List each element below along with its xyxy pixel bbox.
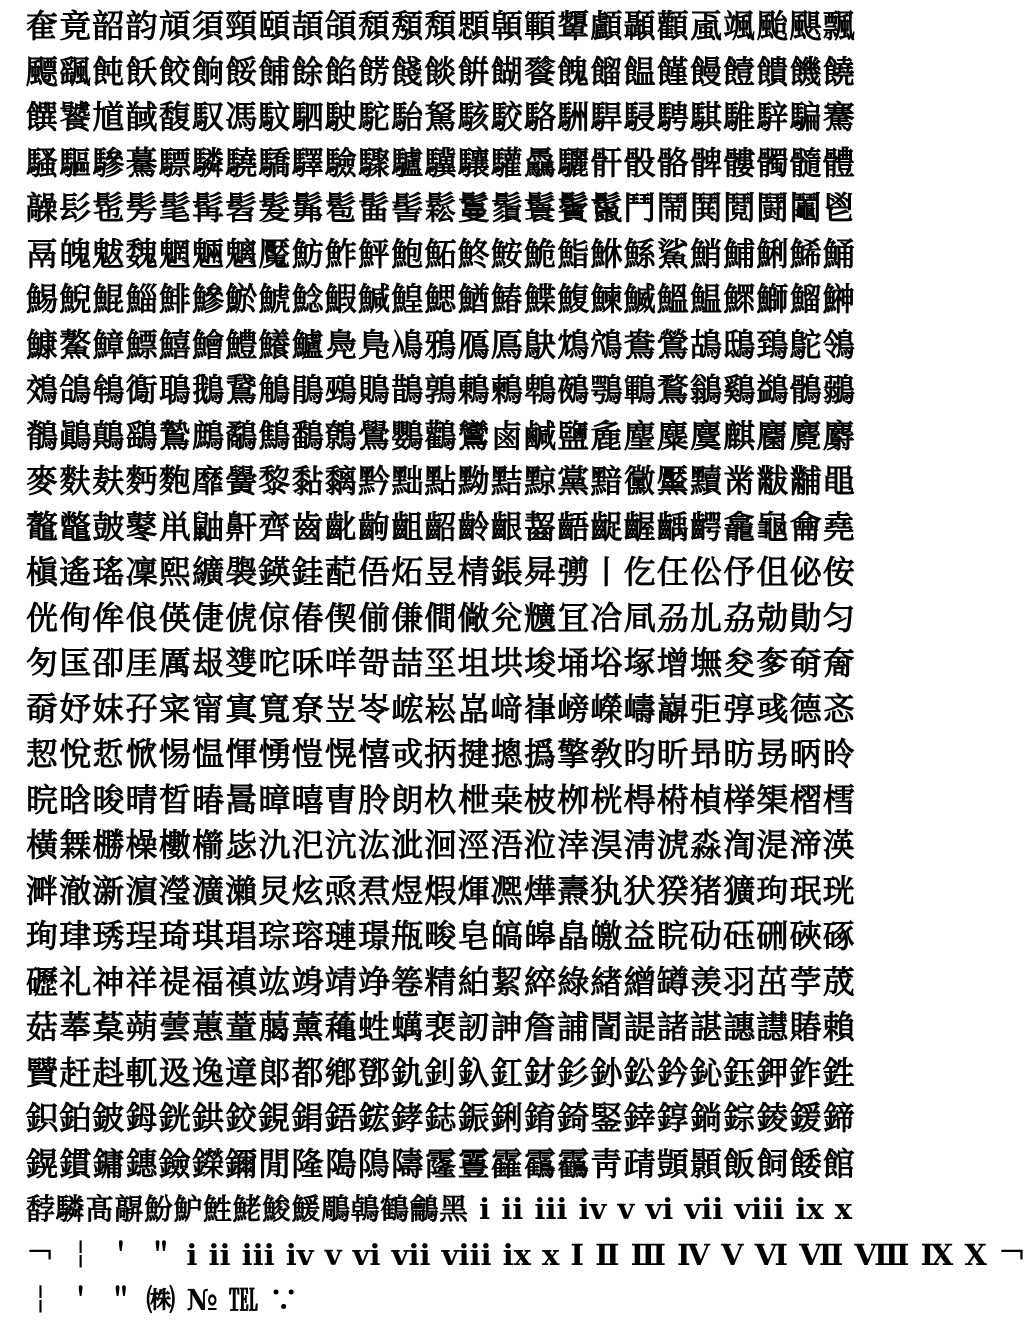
glyph-row: 馞驎髙髜魵魲鮏鮱鮻鰀鵰鵫鶴鸙黑 ⅰ ⅱ ⅲ ⅳ ⅴ ⅵ ⅶ ⅷ ⅸ ⅹ [26,1192,853,1226]
glyph-row: 鬲魄魃魏魍魎魑魘魴鮓鮃鮑鮖鮗鮟鮠鮨鮴鯀鯊鮹鯆鯏鯑鯒 [26,234,857,273]
glyph-row: 鼇鼈皷鼕鼡鼬鼾齊齒齔齣齟齠齡齦齧齬齪齷齲齶龕龜龠堯 [26,507,857,546]
glyph-row: 髞髟髢髣髦髯髫髮髴髱髷髻鬆鬘鬚鬟鬢鬣鬥鬧鬨鬩鬪鬮鬯 [26,189,857,227]
glyph-row: 橫橆橳橾櫢櫤毖氿汜沆汯泚洄涇浯涖涬淏淸淲淼渹湜渧渶 [26,826,857,864]
glyph-row: ￢ ￤ ＇ ＂ ⅰ ⅱ ⅲ ⅳ ⅴ ⅵ ⅶ ⅷ ⅸ ⅹ Ⅰ Ⅱ Ⅲ Ⅳ Ⅴ Ⅵ Ⅶ Ⅷ Ⅸ Ⅹ ￢ [26,1237,1027,1272]
glyph-row: 礰礼神祥禔福禛竑竧靖竫箞精絈絜綷綠緖繒罇羡羽茁荢荿 [26,962,857,1001]
glyph-row: 飃颻飩飫餃餉餒餔餘餡餝餞餤餠餬餮餽餾饂饉饅饐饋饑饒 [26,52,857,91]
glyph-row: 溿澈澵濵瀅瀇瀨炅炫焏焄煜煆煇凞燁燾犱犾猤猪獷玽珉珖 [26,871,857,910]
glyph-row: 贒赶﨣軏﨤逸遧郞都鄕鄧釚釗釞釭釮釤釥鈆鈐鈊鈺鉀鈼鉎 [26,1053,857,1092]
glyph-row: 鵁鴿鴾鵆鵈鵝鵞鵤鵑鵐鵙鵲鶉鶇鶫鵯鵺鶚鶤鶩鶲鷄鷁鶻鶸 [26,371,857,409]
glyph-row: 鶺鷆鷏鷂鷙鷓鷸鷦鷭鷯鷽鸚鸛鸞鹵鹹鹽麁麈麋麌麒麕麑麝 [26,416,857,455]
glyph-row: 晥晗晙晴晳暙暠暲暿曺朎朗杦枻桒柀栁桄棏﨓楨﨔榘槢樰 [26,780,857,819]
glyph-row: 侊侚侔俍偀倢俿倞偆偰偂傔僴僘兊兤冝冾凬刕劜劦勀勛匀 [26,598,857,637]
glyph-row: 鱇鰲鱆鰾鱚鱠鱧鱶鱸鳧鳬鳰鴉鴈鳫鴃鴆鴪鴦鶯鴣鴟鵄鴕鴒 [26,325,857,364]
glyph-row: 珣珒琇珵琦琪琩琮瑢璉璟甁畯皂皜皞皛皦益睆劯砡硎硤硺 [26,917,857,955]
glyph-row: 鯣鯢鯤鯔鯡鰺鯲鯱鯰鰕鰔鰉鰓鰌鰆鰈鰒鰊鰄鰮鰛鰥鰤鰡鰰 [26,280,857,318]
glyph-row: 鉙鉑鈹鉧銧鉷鉸鋧鋗鋙鋐﨧鋕鋠鋓錥錡鋻﨨錞鋿錝錂鍰鍗 [26,1099,857,1137]
glyph-row: 鎤鏆鏞鏸鐱鑅鑈閒隆﨩隝隯霳霻靃靍靏靑靕顗顥飯飼餧館 [26,1144,857,1183]
glyph-row: 騷驅驂驀驃驎驍驕驛驗驟驢驥驤驩驫驪骭骰骼髀髏髑髓體 [26,143,857,182]
glyph-row: ￤ ＇ ＂ ㈱ № ℡ ∵ [26,1283,299,1317]
glyph-row: 麥麩麸麪麭靡黌黎黏黐黔黜點黝黠黥黨黯黴黶黷黹黻黼黽 [26,462,857,500]
glyph-row: 菇菶葈蒴蕓蕙蕫﨟薰蘒﨡蠇裵訒訷詹誧誾諟諸諶譓譿賰賴 [26,1008,857,1046]
glyph-row: 槇遙瑤凜熙纊褜鍈銈蓜俉炻昱棈鋹曻彅丨仡仼伀伃伹佖侒 [26,553,857,591]
glyph-row: 奞竟韶韵頏須頸頤頡頜頹頺頽顋顊顐顰顱顳顴颪颯颱颶飄 [26,7,857,45]
glyph-row: 恝悅悊惞惕愠惲愑愷愰憘戓抦揵摠撝擎敎昀昕昻昉昮昞昤 [26,735,857,773]
glyph-row: 奣妤妺孖寀甯寘寬尞岦岺峵崧嵓﨑嵂嵭嶸嶹巐弡弴彧德忞 [26,689,857,728]
glyph-row: 饌饕馗馘馥馭馮馼駟駛駝駘駑駭駮駱駲駻駸騁騏騅騂騙騫 [26,98,857,136]
glyph-row: 匇匤卲厓厲叝﨎咜咊咩哿喆坙坥垬埈埇﨏塚增墲夋奓奛奝 [26,644,857,682]
